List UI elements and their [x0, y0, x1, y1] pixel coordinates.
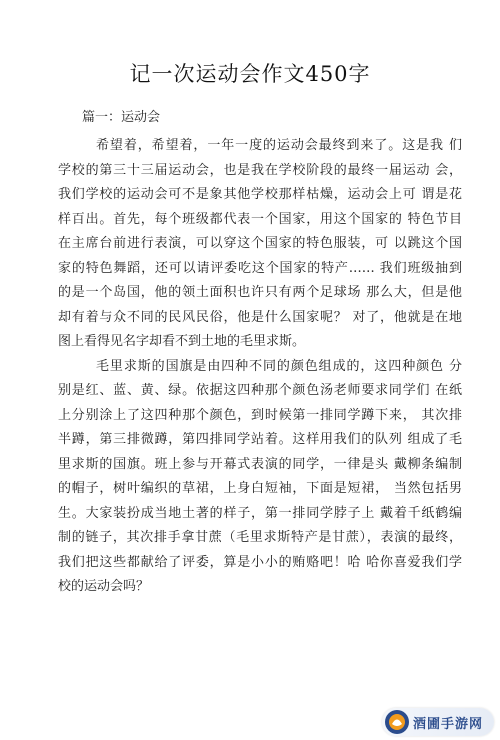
- text-line: 校的运动会吗？: [58, 579, 150, 594]
- text-line: 家的特色舞蹈，还可以请评委吃这个国家的特产…… 我们班级抽到: [58, 260, 462, 276]
- document-title: 记一次运动会作文450字: [129, 62, 371, 86]
- document-body: [58, 134, 462, 600]
- text-line: 里求斯的国旗。班上参与开幕式表演的同学，一律是头 戴柳条编制: [58, 456, 462, 472]
- text-line: 的是一个岛国，他的领土面积也许只有两个足球场 那么大，但是他: [58, 285, 462, 300]
- brand-logo-icon: [384, 709, 410, 735]
- paragraph: [58, 134, 462, 355]
- text-line: 图上看得见名字却看不到土地的毛里求斯。: [58, 334, 306, 349]
- text-line: 我们学校的运动会可不是象其他学校那样枯燥，运动会上可 谓是花: [58, 187, 462, 202]
- watermark-text: 酒圃手游网: [413, 716, 484, 732]
- section-heading: 篇一：运动会: [82, 110, 161, 125]
- text-line: 制的链子，其次排手拿甘蔗（毛里求斯特产是甘蔗），表演的最终，: [58, 530, 462, 545]
- text-line: 生。大家装扮成当地土著的样子，第一排同学脖子上 戴着千纸鹤编: [58, 505, 462, 521]
- text-line: 在主席台前进行表演，可以穿这个国家的特色服装，可 以跳这个国: [58, 236, 462, 251]
- text-line: 我们把这些都献给了评委，算是小小的贿赂吧！哈 哈你喜爱我们学: [58, 554, 462, 570]
- text-line: 样百出。首先，每个班级都代表一个国家，用这个国家的 特色节目: [58, 211, 462, 227]
- text-line: 上分别涂上了这四种那个颜色，到时候第一排同学蹲下来， 其次排: [58, 407, 462, 423]
- text-line: 学校的第三十三届运动会，也是我在学校阶段的最终一届运动 会，: [58, 162, 462, 178]
- site-watermark: [382, 708, 494, 736]
- text-line: 希望着，希望着，一年一度的运动会最终到来了。这是我 们: [96, 138, 462, 153]
- paragraph: [58, 355, 462, 600]
- text-line: 毛里求斯的国旗是由四种不同的颜色组成的，这四种颜色 分: [96, 358, 462, 374]
- text-line: 别是红、蓝、黄、绿。依据这四种那个颜色汤老师要求同学们 在纸: [58, 383, 462, 398]
- text-line: 半蹲，第三排微蹲，第四排同学站着。这样用我们的队列 组成了毛: [58, 432, 462, 447]
- text-line: 却有着与众不同的民风民俗，他是什么国家呢？ 对了，他就是在地: [58, 309, 462, 325]
- text-line: 的帽子，树叶编织的草裙，上身白短袖，下面是短裙， 当然包括男: [58, 481, 462, 496]
